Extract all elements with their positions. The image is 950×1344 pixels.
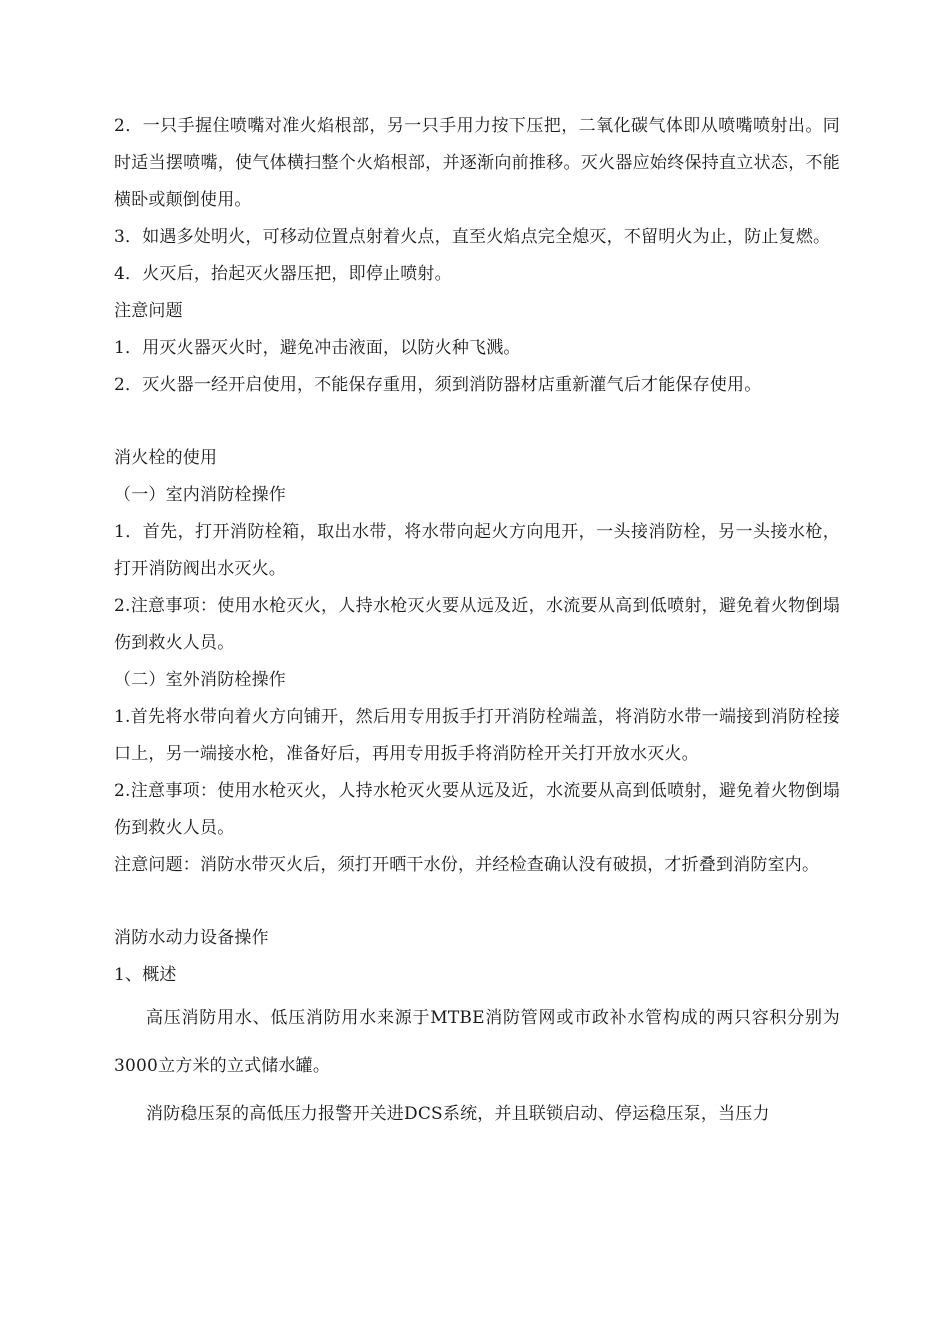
paragraph-step-4: 4．火灭后，抬起灭火器压把，即停止喷射。: [114, 264, 452, 284]
paragraph-step-3: 3．如遇多处明火，可移动位置点射着火点，直至火焰点完全熄灭，不留明火为止，防止复燃。: [114, 227, 831, 247]
subheading-outdoor-hydrant: （二）室外消防栓操作: [114, 670, 286, 690]
hydrant-notes: 注意问题：消防水带灭火后，须打开晒干水份，并经检查确认没有破损，才折叠到消防室内。: [114, 855, 820, 875]
subheading-indoor-hydrant: （一）室内消防栓操作: [114, 485, 286, 505]
indoor-step-2: 2.注意事项：使用水枪灭火，人持水枪灭火要从远及近，水流要从高到低喷射，避免着火物倒塌伤到救火人员。: [114, 596, 840, 653]
section-heading-fire-water-power: 消防水动力设备操作: [114, 928, 269, 948]
outdoor-step-2: 2.注意事项：使用水枪灭火，人持水枪灭火要从远及近，水流要从高到低喷射，避免着火物倒塌伤到救火人员。: [114, 781, 840, 838]
overview-heading: 1、概述: [114, 965, 177, 985]
paragraph-step-2: 2．一只手握住喷嘴对准火焰根部，另一只手用力按下压把，二氧化碳气体即从喷嘴喷射出。同时适当摆喷嘴，使气体横扫整个火焰根部，并逐渐向前推移。灭火器应始终保持直立状态，不能横卧或颠倒使用。: [114, 116, 840, 210]
notes-heading: 注意问题: [114, 301, 183, 321]
document-body: [114, 108, 840, 1138]
section-heading-hydrant: 消火栓的使用: [114, 448, 218, 468]
overview-paragraph-2: 消防稳压泵的高低压力报警开关进DCS系统，并且联锁启动、停运稳压泵，当压力: [146, 1104, 770, 1124]
section-gap: [114, 884, 840, 920]
note-1: 1．用灭火器灭火时，避免冲击液面，以防火种飞溅。: [114, 338, 521, 358]
indoor-step-1: 1．首先，打开消防栓箱，取出水带，将水带向起火方向甩开，一头接消防栓，另一头接水枪，打开消防阀出水灭火。: [114, 522, 840, 579]
overview-paragraph-1: 高压消防用水、低压消防用水来源于MTBE消防管网或市政补水管构成的两只容积分别为3000立方米的立式储水罐。: [114, 1008, 840, 1076]
note-2: 2．灭火器一经开启使用，不能保存重用，须到消防器材店重新灌气后才能保存使用。: [114, 375, 762, 395]
outdoor-step-1: 1.首先将水带向着火方向铺开，然后用专用扳手打开消防栓端盖，将消防水带一端接到消防栓接口上，另一端接水枪，准备好后，再用专用扳手将消防栓开关打开放水灭火。: [114, 707, 840, 764]
section-gap: [114, 404, 840, 440]
